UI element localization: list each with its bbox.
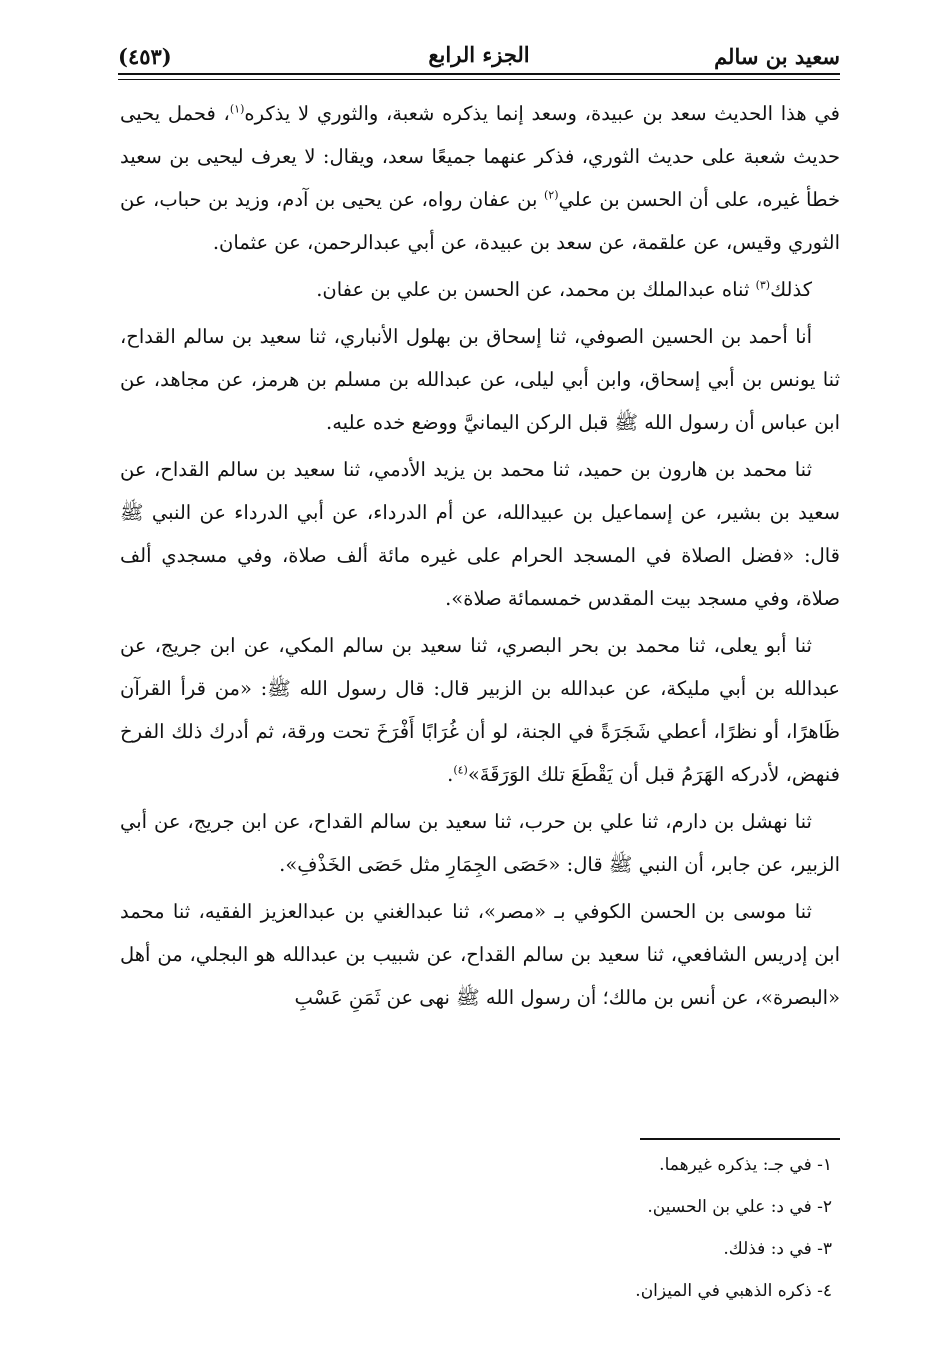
paragraph (120, 268, 840, 311)
paragraph (120, 800, 840, 886)
footnote-marker: (٣) (755, 278, 771, 292)
main-text (120, 92, 840, 1023)
paragraph (120, 92, 840, 264)
page-header (118, 36, 840, 80)
footnote-marker: (٢) (543, 188, 559, 202)
paragraph-text: ، فحمل يحيى حديث شعبة على حديث الثوري، فذكر عنهما جميعًا سعد، ويقال: لا يعرف ليحيى بن سعيد خطأ غيره، على أن الحسن بن علي (120, 102, 840, 211)
paragraph (120, 624, 840, 796)
running-title: سعيد بن سالم (714, 44, 840, 69)
paragraph (120, 448, 840, 620)
paragraph-text: ثنا موسى بن الحسن الكوفي بـ «مصر»، ثنا عبدالغني بن عبدالعزيز الفقيه، ثنا محمد ابن إدريس الشافعي، ثنا سعيد بن سالم القداح، عن شبيب بن عبدالله هو البجلي، من أهل «البصرة»، عن أنس بن مالك؛ أن رسول الله ﷺ نهى عن ثَمَنِ عَسْبِ (120, 900, 840, 1009)
paragraph-text: أنا أحمد بن الحسين الصوفي، ثنا إسحاق بن بهلول الأنباري، ثنا سعيد بن سالم القداح، ثنا يونس بن أبي إسحاق، وابن أبي ليلى، عن عبدالله بن مسلم بن هرمز، عن مجاهد، عن ابن عباس أن رسول الله ﷺ قبل الركن اليمانيَّ ووضع خده عليه. (120, 325, 840, 434)
footnote-item: ٣- في د: فذلك. (723, 1239, 832, 1259)
footnotes (120, 1144, 840, 1312)
paragraph-text: بن عفان رواه، عن يحيى بن آدم، وزيد بن حباب، عن الثوري وقيس، عن علقمة، عن سعد بن عبيدة، عن أبي عبدالرحمن، عن عثمان. (120, 188, 840, 254)
footnote-marker: (١) (229, 102, 245, 116)
footnote-item: ٤- ذكره الذهبي في الميزان. (635, 1281, 832, 1301)
page-number: (٤٥٣) (118, 44, 172, 69)
paragraph-text: ثناه عبدالملك بن محمد، عن الحسن بن علي بن عفان. (316, 278, 756, 301)
paragraph (120, 890, 840, 1019)
paragraph-text: ثنا محمد بن هارون بن حميد، ثنا محمد بن يزيد الأدمي، ثنا سعيد بن سالم القداح، عن سعيد بن بشير، عن إسماعيل بن عبيدالله، عن أم الدرداء، عن أبي الدرداء عن النبي ﷺ قال: «فضل الصلاة في المسجد الحرام على غيره مائة ألف صلاة، وفي مسجدي ألف صلاة، وفي مسجد بيت المقدس خمسمائة صلاة». (120, 458, 840, 610)
paragraph-text: في هذا الحديث سعد بن عبيدة، وسعد إنما يذكره شعبة، والثوري لا يذكره (244, 102, 840, 125)
footnote-item: ١- في جـ: يذكره غيرهما. (659, 1155, 832, 1175)
paragraph-text: كذلك (770, 278, 812, 301)
paragraph-text: ثنا أبو يعلى، ثنا محمد بن بحر البصري، ثنا سعيد بن سالم المكي، عن ابن جريج، عن عبدالله بن أبي مليكة، عن عبدالله بن الزبير قال: قال رسول الله ﷺ: «من قرأ القرآن ظَاهرًا، أو نظرًا، أعطي شَجَرَةً في الجنة، لو أن غُرَابًا أَفْرَخَ تحت ورقة، ثم أدرك ذلك الفرخ فنهض، لأدركه الهَرَمُ قبل أن يَقْطَعَ تلك الوَرَقَةَ» (120, 634, 840, 786)
part-title: الجزء الرابع (428, 42, 530, 67)
header-rule (118, 73, 840, 80)
footnote-separator (640, 1138, 840, 1140)
paragraph-text: ثنا نهشل بن دارم، ثنا علي بن حرب، ثنا سعيد بن سالم القداح، عن ابن جريج، عن أبي الزبير، عن جابر، أن النبي ﷺ قال: «حَصَى الجِمَارِ مثل حَصَى الخَذْفِ». (120, 810, 840, 876)
paragraph (120, 315, 840, 444)
footnote-item: ٢- في د: علي بن الحسين. (647, 1197, 832, 1217)
paragraph-text: . (447, 763, 454, 786)
footnote-marker: (٤) (453, 763, 468, 777)
